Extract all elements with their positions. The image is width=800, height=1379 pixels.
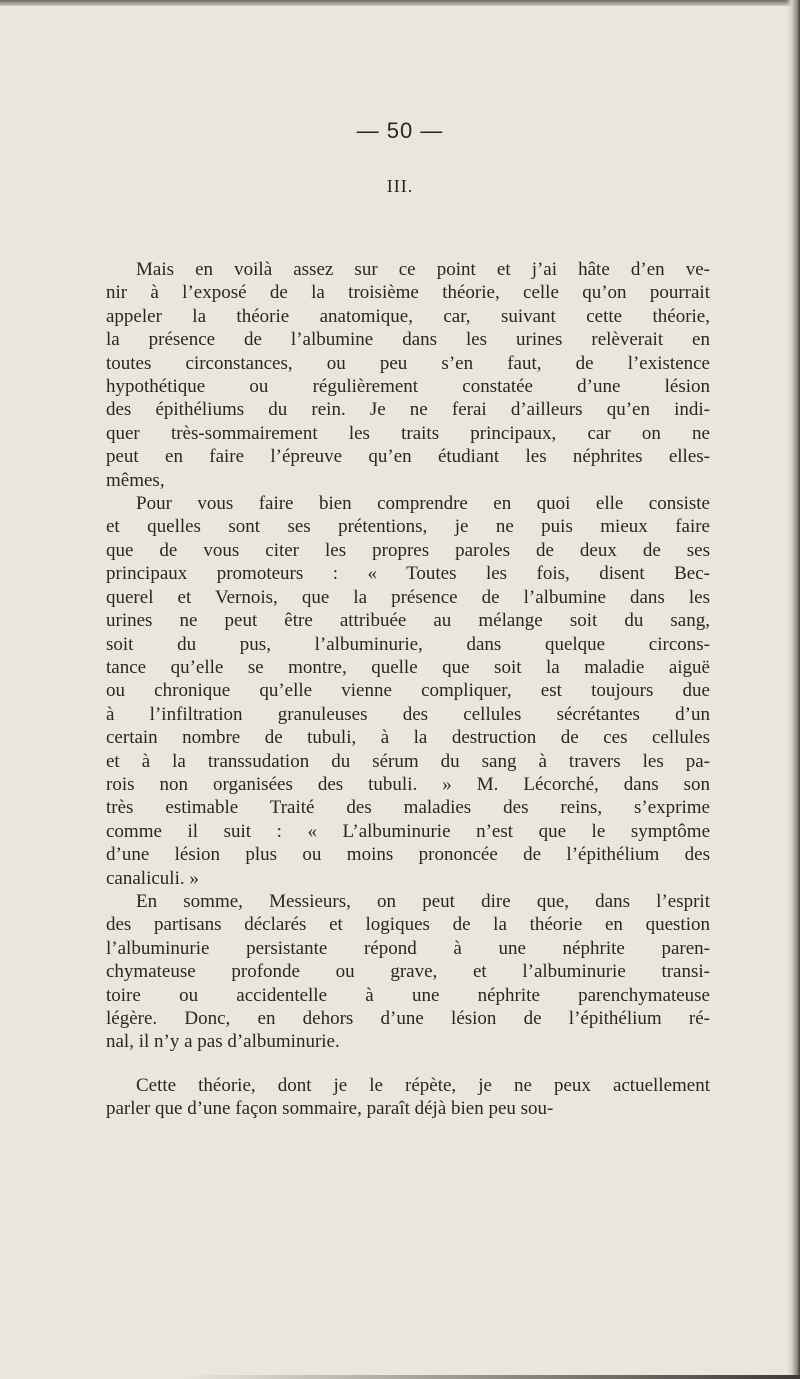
paragraph xyxy=(106,492,710,890)
text-line: nal, il n’y a pas d’albuminurie. xyxy=(106,1031,340,1053)
text-line: mêmes, xyxy=(106,469,165,491)
text-line: des partisans déclarés et logiques de la théorie en question xyxy=(106,914,710,936)
text-line: peut en faire l’épreuve qu’en étudiant les néphrites elles- xyxy=(106,446,710,468)
text-line: rois non organisées des tubuli. » M. Lécorché, dans son xyxy=(106,773,710,795)
text-line: chymateuse profonde ou grave, et l’albuminurie transi- xyxy=(106,961,710,983)
text-line: principaux promoteurs : « Toutes les fois, disent Bec- xyxy=(106,563,710,585)
text-line: l’albuminurie persistante répond à une néphrite paren- xyxy=(106,937,710,959)
text-line: très estimable Traité des maladies des reins, s’exprime xyxy=(106,797,710,819)
body-text xyxy=(106,258,710,1121)
text-line: tance qu’elle se montre, quelle que soit la maladie aiguë xyxy=(106,656,710,678)
text-line: et quelles sont ses prétentions, je ne puis mieux faire xyxy=(106,516,710,538)
text-line: appeler la théorie anatomique, car, suivant cette théorie, xyxy=(106,305,710,327)
text-line: nir à l’exposé de la troisième théorie, celle qu’on pourrait xyxy=(106,282,710,304)
page-bottom-shadow xyxy=(180,1375,800,1379)
text-line: d’une lésion plus ou moins prononcée de l’épithélium des xyxy=(106,844,710,866)
text-line: soit du pus, l’albuminurie, dans quelque circons- xyxy=(106,633,710,655)
text-line: En somme, Messieurs, on peut dire que, dans l’esprit xyxy=(136,890,710,912)
paragraph xyxy=(106,258,710,492)
text-line: légère. Donc, en dehors d’une lésion de l’épithélium ré- xyxy=(106,1008,710,1029)
page-top-shadow xyxy=(0,0,800,6)
text-line: comme il suit : « L’albuminurie n’est que le symptôme xyxy=(106,820,710,842)
text-line: que de vous citer les propres paroles de deux de ses xyxy=(106,539,710,561)
text-line: la présence de l’albumine dans les urines relèverait en xyxy=(106,329,710,351)
page-binding-edge xyxy=(786,0,800,1379)
paragraph xyxy=(106,1074,710,1121)
text-line: hypothétique ou régulièrement constatée d’une lésion xyxy=(106,376,710,398)
text-line: canaliculi. » xyxy=(106,867,199,889)
text-line: toutes circonstances, ou peu s’en faut, de l’existence xyxy=(106,352,710,374)
text-line: quer très-sommairement les traits principaux, car on ne xyxy=(106,422,710,444)
text-line: Mais en voilà assez sur ce point et j’ai hâte d’en ve- xyxy=(136,259,710,280)
text-line: Cette théorie, dont je le répète, je ne peux actuellement xyxy=(136,1074,710,1096)
section-heading: III. xyxy=(386,176,414,196)
text-line: et à la transsudation du sérum du sang à travers les pa- xyxy=(106,750,710,772)
text-line: à l’infiltration granuleuses des cellules sécrétantes d’un xyxy=(106,703,710,725)
text-line: parler que d’une façon sommaire, paraît déjà bien peu sou- xyxy=(106,1098,554,1120)
text-line: des épithéliums du rein. Je ne ferai d’ailleurs qu’en indi- xyxy=(106,399,710,421)
text-line: toire ou accidentelle à une néphrite parenchymateuse xyxy=(106,984,710,1006)
text-line: certain nombre de tubuli, à la destruction de ces cellules xyxy=(106,727,710,749)
page-number: — 50 — xyxy=(356,118,444,143)
text-line: urines ne peut être attribuée au mélange soit du sang, xyxy=(106,610,710,632)
paragraph xyxy=(106,890,710,1054)
text-line: ou chronique qu’elle vienne compliquer, est toujours due xyxy=(106,680,710,702)
text-line: Pour vous faire bien comprendre en quoi elle consiste xyxy=(136,493,710,515)
text-line: querel et Vernois, que la présence de l’albumine dans les xyxy=(106,586,710,608)
